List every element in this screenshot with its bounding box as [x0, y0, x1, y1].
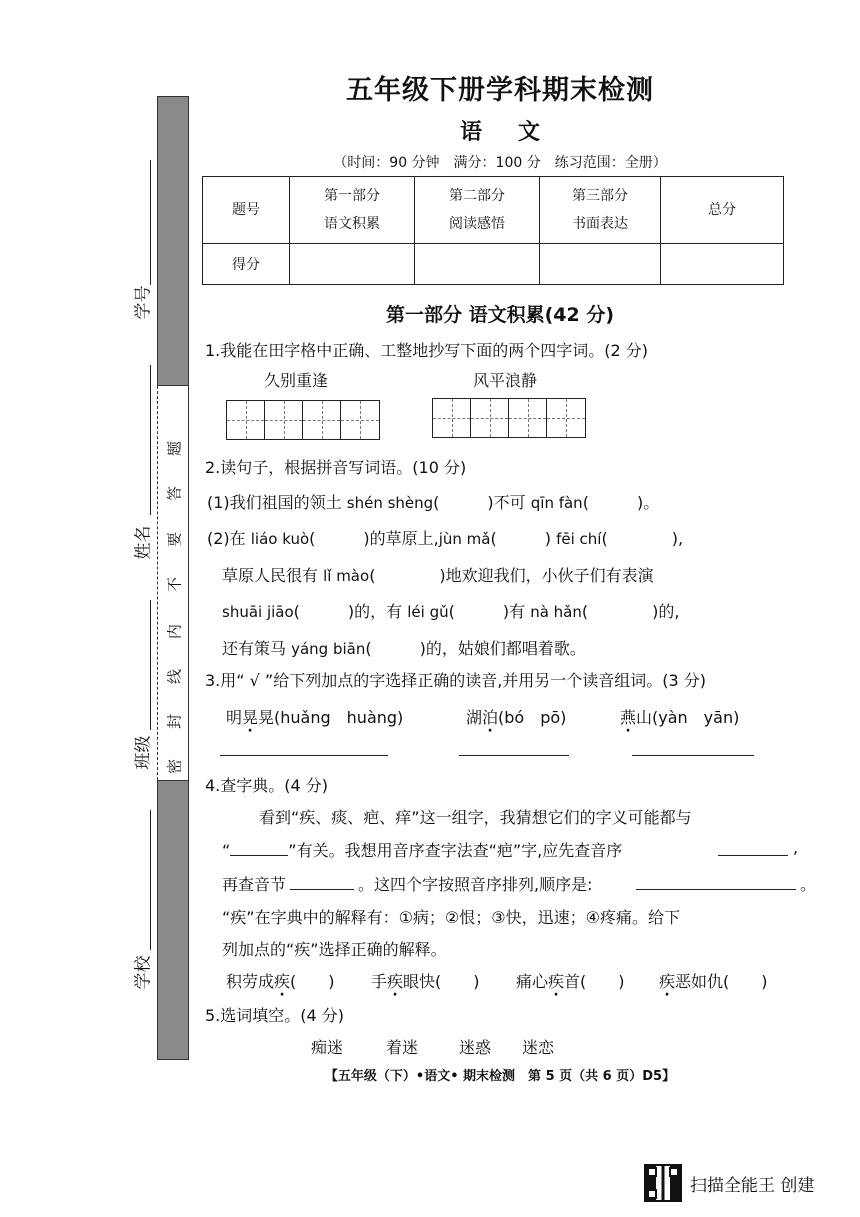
q5-word: 痴迷 — [311, 1038, 344, 1057]
question-3: 3.用“ √ ”给下列加点的字选择正确的读音,并用另一个读音组词。(3 分) — [205, 671, 707, 690]
q4-para-3: 再查音节 。这四个字按照音序排列,顺序是: — [222, 875, 593, 894]
q4-blank[interactable] — [230, 843, 288, 856]
name-label: 姓名 — [133, 525, 154, 560]
q5-word: 迷惑 — [459, 1038, 492, 1057]
score-cell[interactable] — [290, 244, 415, 285]
question-5: 5.选词填空。(4 分) — [205, 1006, 345, 1025]
score-row-label: 得分 — [203, 244, 290, 285]
class-line — [150, 600, 151, 730]
q4-option-2: 手疾眼快( ) — [371, 972, 480, 991]
seal-strip — [157, 386, 189, 780]
exam-title: 五年级下册学科期末检测 — [346, 75, 654, 106]
q4-option-4: 疾恶如仇( ) — [659, 972, 768, 991]
q3-answer-line[interactable] — [220, 754, 388, 756]
score-cell[interactable] — [415, 244, 540, 285]
question-4: 4.查字典。(4 分) — [205, 776, 329, 795]
q5-word: 着迷 — [386, 1038, 419, 1057]
binding-bar-bottom — [157, 780, 189, 1060]
q4-para-4: “疾”在字典中的解释有：①病；②恨；③快，迅速；④疼痛。给下 — [222, 908, 680, 927]
seal-char: 内 — [165, 624, 184, 640]
score-header-cell: 第二部分 阅读感悟 — [415, 177, 540, 244]
seal-char: 封 — [165, 714, 184, 730]
q3-item-3: 燕山(yàn yān) — [620, 708, 740, 727]
q1-word-1: 久别重逢 — [264, 371, 329, 390]
q4-period: 。 — [800, 875, 817, 894]
seal-char: 线 — [165, 669, 184, 685]
q5-word: 迷恋 — [522, 1038, 555, 1057]
q4-comma: , — [793, 838, 799, 857]
q2-sentence-4: shuāi jiāo( )的，有 léi gǔ( )有 nà hǎn( )的, — [222, 602, 680, 621]
q3-item-1: 明晃晃(huǎng huàng) — [226, 708, 404, 727]
name-line — [150, 365, 151, 515]
student-no-label: 学号 — [133, 285, 154, 320]
q4-para-2: “ ”有关。我想用音序查字法查“疤”字,应先查音序 — [222, 841, 623, 860]
score-table — [202, 176, 784, 285]
q1-word-2: 风平浪静 — [473, 371, 538, 390]
q1-grid-1[interactable] — [226, 400, 380, 440]
score-header-cell: 总分 — [661, 177, 784, 244]
q3-answer-line[interactable] — [459, 754, 569, 756]
score-cell[interactable] — [540, 244, 661, 285]
q1-grid-2[interactable] — [432, 398, 586, 438]
seal-char: 密 — [165, 759, 184, 775]
q4-blank[interactable] — [718, 854, 788, 856]
score-header-cell: 题号 — [203, 177, 290, 244]
seal-char: 要 — [165, 532, 184, 548]
q4-blank[interactable] — [290, 877, 354, 890]
school-line — [150, 810, 151, 950]
student-no-line — [150, 160, 151, 285]
class-label: 班级 — [133, 735, 154, 770]
q4-para-5: 列加点的“疾”选择正确的解释。 — [222, 940, 447, 959]
score-header-cell: 第一部分 语文积累 — [290, 177, 415, 244]
q2-sentence-2: (2)在 liáo kuò( )的草原上,jùn mǎ( ) fēi chí( ), — [207, 529, 684, 548]
q4-option-1: 积劳成疾( ) — [226, 972, 335, 991]
school-label: 学校 — [133, 955, 154, 990]
q3-item-2: 湖泊(bó pō) — [466, 708, 567, 727]
seal-char: 答 — [165, 486, 184, 502]
q2-sentence-1: (1)我们祖国的领土 shén shèng( )不可 qīn fàn( )。 — [207, 493, 660, 512]
qr-code-icon — [644, 1164, 682, 1202]
subject-title: 语文 — [459, 120, 576, 145]
score-cell[interactable] — [661, 244, 784, 285]
question-1: 1.我能在田字格中正确、工整地抄写下面的两个四字词。(2 分) — [205, 341, 649, 360]
question-2: 2.读句子，根据拼音写词语。(10 分) — [205, 458, 467, 477]
section-title: 第一部分 语文积累(42 分) — [385, 304, 615, 326]
q3-answer-line[interactable] — [632, 754, 754, 756]
q2-sentence-3: 草原人民很有 lǐ mào( )地欢迎我们，小伙子们有表演 — [222, 566, 654, 585]
score-header-cell: 第三部分 书面表达 — [540, 177, 661, 244]
scanner-brand: 扫描全能王 创建 — [690, 1176, 815, 1196]
q4-option-3: 痛心疾首( ) — [516, 972, 625, 991]
q4-blank[interactable] — [636, 888, 796, 890]
page-footer: 【五年级（下）•语文• 期末检测 第 5 页（共 6 页）D5】 — [324, 1069, 676, 1084]
q4-para-1: 看到“疾、痰、疤、痒”这一组字，我猜想它们的字义可能都与 — [259, 808, 692, 827]
seal-char: 题 — [165, 441, 184, 457]
binding-bar-top — [157, 96, 189, 386]
exam-meta: （时间：90 分钟 满分：100 分 练习范围：全册） — [333, 155, 667, 171]
seal-char: 不 — [165, 577, 184, 593]
q2-sentence-5: 还有策马 yáng biān( )的，姑娘们都唱着歌。 — [222, 639, 586, 658]
